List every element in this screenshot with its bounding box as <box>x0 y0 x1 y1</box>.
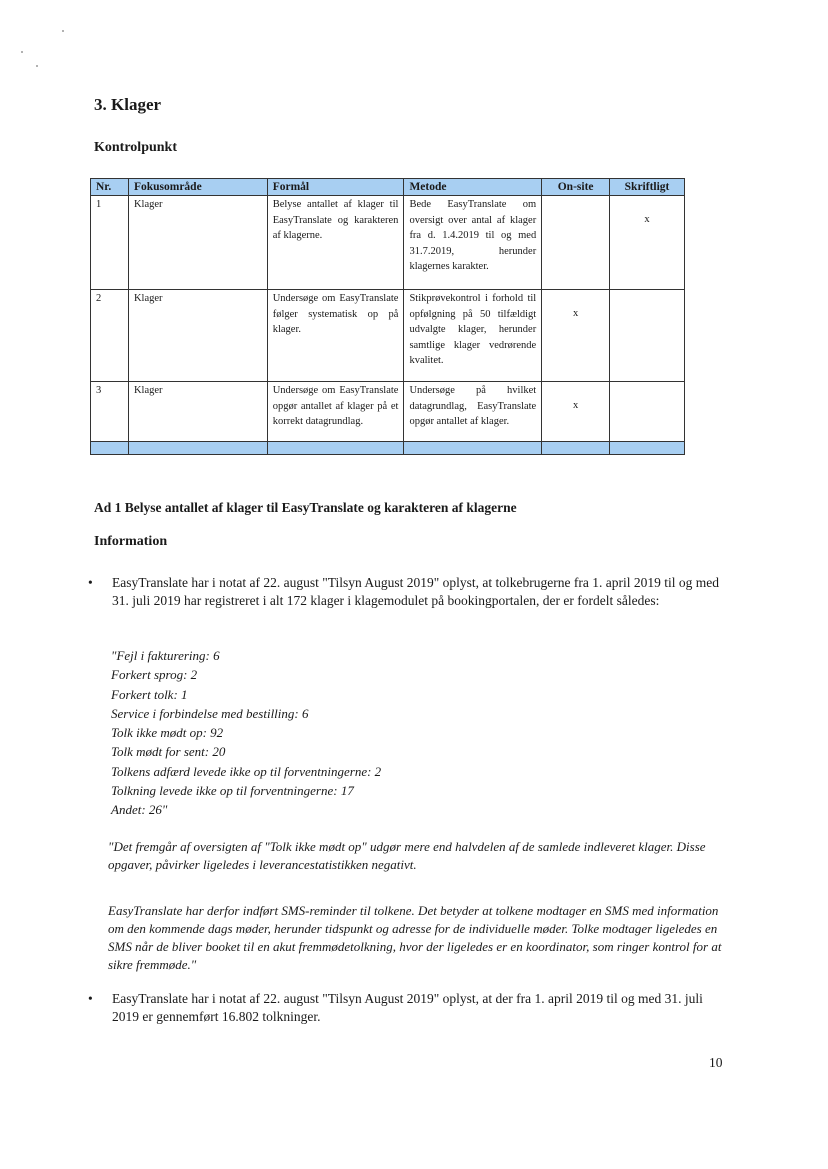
cell-on-site: x <box>542 382 610 442</box>
list-item: Tolk mødt for sent: 20 <box>111 744 226 760</box>
cell-skriftligt: x <box>610 196 685 290</box>
cell-fokus: Klager <box>128 290 267 382</box>
list-item: Tolkning levede ikke op til forventningerne: 17 <box>111 783 354 799</box>
cell-fokus: Klager <box>128 382 267 442</box>
header-formaal: Formål <box>267 179 404 196</box>
header-metode: Metode <box>404 179 542 196</box>
control-table <box>90 178 685 455</box>
table-footer-row <box>91 442 685 455</box>
scan-speck <box>62 30 64 32</box>
cell-skriftligt <box>610 382 685 442</box>
kontrolpunkt-heading: Kontrolpunkt <box>94 140 177 155</box>
table-header-row <box>91 179 685 196</box>
cell-on-site: x <box>542 290 610 382</box>
list-item: Service i forbindelse med bestilling: 6 <box>111 705 309 721</box>
list-item: Tolk ikke mødt op: 92 <box>111 725 224 741</box>
cell-nr: 2 <box>91 290 129 382</box>
header-nr: Nr. <box>91 179 129 196</box>
header-fokusomraade: Fokusområde <box>128 179 267 196</box>
list-item: "Fejl i fakturering: 6 <box>111 648 220 663</box>
complaint-list <box>111 646 381 820</box>
cell-metode: Stikprøvekontrol i forhold til opfølgning på 50 tilfældigt udvalgte klager, herunder samtlige klager vedrørende kvalitet. <box>404 290 542 382</box>
scan-speck <box>36 65 38 67</box>
cell-nr: 3 <box>91 382 129 442</box>
bullet-item <box>88 574 733 610</box>
bullet-text: EasyTranslate har i notat af 22. august "Tilsyn August 2019" oplyst, at der fra 1. april 2019 til og med 31. juli 2019 er gennemført 16.802 tolkninger. <box>112 991 703 1024</box>
cell-nr: 1 <box>91 196 129 290</box>
table-row <box>91 382 685 442</box>
cell-metode: Bede EasyTranslate om oversigt over antal af klager fra d. 1.4.2019 til og med 31.7.2019, herunder klagernes karakter. <box>404 196 542 290</box>
page-number: 10 <box>709 1055 723 1070</box>
cell-fokus: Klager <box>128 196 267 290</box>
list-item: Andet: 26" <box>111 802 168 818</box>
header-skriftligt: Skriftligt <box>610 179 685 196</box>
list-item: Forkert tolk: 1 <box>111 686 188 702</box>
quote-paragraph: "Det fremgår af oversigten af "Tolk ikke mødt op" udgør mere end halvdelen af de samlede indleveret klager. Disse opgaver, påvirker ligeledes i leverancestatistikken negativt. <box>108 839 706 872</box>
list-item: Forkert sprog: 2 <box>111 667 198 683</box>
table-row <box>91 196 685 290</box>
bullet-text: EasyTranslate har i notat af 22. august "Tilsyn August 2019" oplyst, at tolkebrugerne fra 1. april 2019 til og med 31. juli 2019 har registreret i alt 172 klager i klagemodulet på bookingportalen, der er fordelt således: <box>112 575 719 608</box>
cell-metode: Undersøge på hvilket datagrundlag, EasyTranslate opgør antallet af klager. <box>404 382 542 442</box>
quote-paragraph: EasyTranslate har derfor indført SMS-reminder til tolkene. Det betyder at tolkene modtager en SMS med information om den kommende dags møder, herunder tidspunkt og adresse for de individuelle møder. Tolke modtager ligeledes en SMS når de bliver booket til en akut fremmødetolkning, hvor der ligeledes er en koordinator, som ringer kontrol for at sikre fremmøde." <box>108 903 722 972</box>
scan-speck <box>21 51 23 53</box>
bullet-dot: • <box>88 991 93 1006</box>
table-row <box>91 290 685 382</box>
information-heading: Information <box>94 534 168 549</box>
cell-formaal: Undersøge om EasyTranslate opgør antallet af klager på et korrekt datagrundlag. <box>267 382 404 442</box>
cell-on-site <box>542 196 610 290</box>
ad1-heading: Ad 1 Belyse antallet af klager til EasyTranslate og karakteren af klagerne <box>94 500 517 515</box>
list-item: Tolkens adfærd levede ikke op til forventningerne: 2 <box>111 763 382 779</box>
cell-formaal: Belyse antallet af klager til EasyTranslate og karakteren af klagerne. <box>267 196 404 290</box>
cell-skriftligt <box>610 290 685 382</box>
header-on-site: On-site <box>542 179 610 196</box>
bullet-dot: • <box>88 575 93 590</box>
section-title: 3. Klager <box>94 95 162 114</box>
bullet-item <box>88 990 733 1026</box>
cell-formaal: Undersøge om EasyTranslate følger systematisk op på klager. <box>267 290 404 382</box>
